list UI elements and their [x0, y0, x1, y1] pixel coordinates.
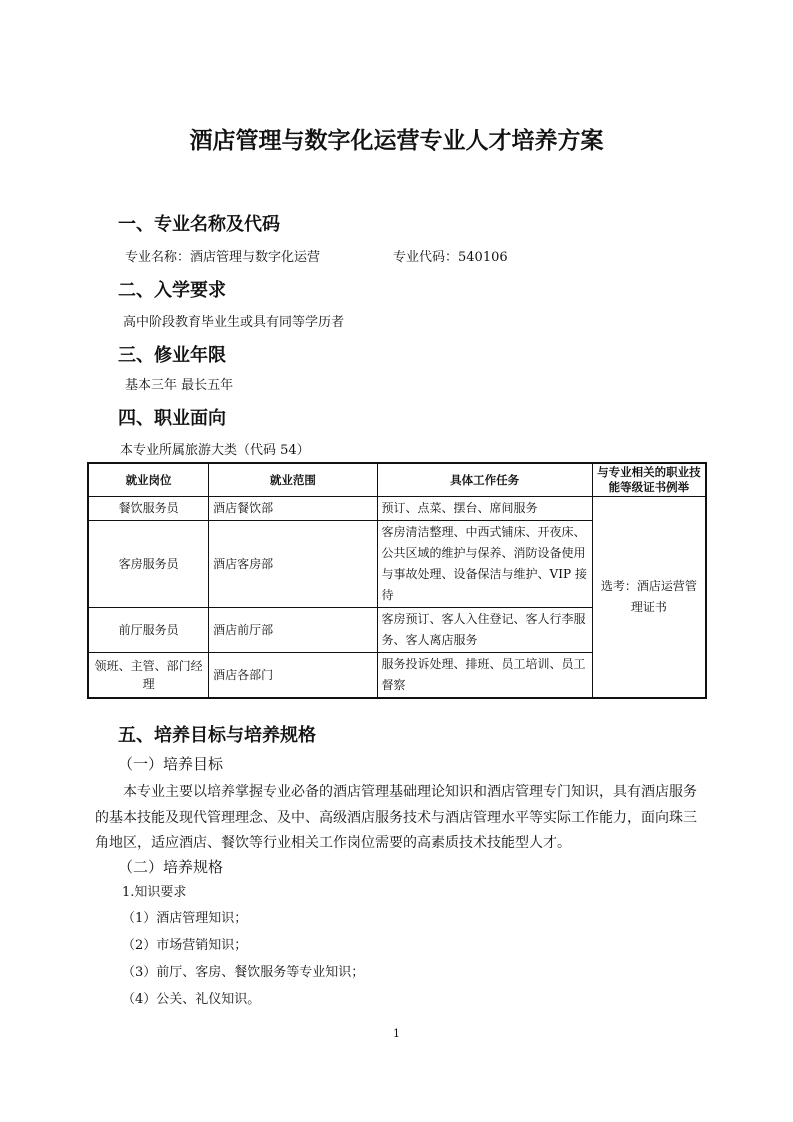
post-cell: 客房服务员 — [88, 521, 209, 608]
column-header: 就业岗位 — [88, 463, 209, 497]
scope-cell: 酒店餐饮部 — [209, 497, 377, 521]
tasks-cell: 客房预订、客人入住登记、客人行李服务、客人离店服务 — [377, 608, 592, 653]
column-header: 就业范围 — [209, 463, 377, 497]
table-row — [88, 497, 706, 521]
paragraph-line: 的基本技能及现代管理理念、及中、高级酒店服务技术与酒店管理水平等实际工作能力，面向珠三 — [95, 810, 697, 826]
page-number: 1 — [393, 1027, 400, 1040]
subsection-heading: （一）培养目标 — [118, 755, 224, 773]
career-table — [87, 462, 707, 699]
list-item: （2）市场营销知识； — [122, 938, 248, 953]
post-cell: 前厅服务员 — [88, 608, 209, 653]
major-code: 专业代码：540106 — [393, 250, 508, 265]
column-header: 具体工作任务 — [377, 463, 592, 497]
section-heading: 四、职业面向 — [118, 408, 226, 429]
post-cell: 领班、主管、部门经理 — [88, 653, 209, 699]
column-header: 与专业相关的职业技能等级证书例举 — [592, 463, 706, 497]
scope-cell: 酒店客房部 — [209, 521, 377, 608]
table-header-row — [88, 463, 706, 497]
cert-cell: 选考：酒店运营管理证书 — [592, 497, 706, 699]
page-title: 酒店管理与数字化运营专业人才培养方案 — [189, 128, 604, 154]
section-heading: 五、培养目标与培养规格 — [118, 725, 316, 746]
section-text: 高中阶段教育毕业生或具有同等学历者 — [123, 315, 345, 330]
post-cell: 餐饮服务员 — [88, 497, 209, 521]
section-text: 本专业所属旅游大类（代码 54） — [120, 443, 310, 458]
section-text: 基本三年 最长五年 — [125, 378, 234, 393]
tasks-cell: 服务投诉处理、排班、员工培训、员工督察 — [377, 653, 592, 699]
subsection-heading: （二）培养规格 — [118, 858, 224, 876]
list-item: （3）前厅、客房、餐饮服务等专业知识； — [122, 965, 365, 980]
section-heading: 三、修业年限 — [118, 345, 226, 366]
tasks-cell: 预订、点菜、摆台、席间服务 — [377, 497, 592, 521]
section-heading: 一、专业名称及代码 — [118, 214, 280, 235]
major-name: 专业名称：酒店管理与数字化运营 — [125, 250, 321, 265]
list-item: （4）公关、礼仪知识。 — [122, 992, 261, 1007]
tasks-cell: 客房清洁整理、中西式铺床、开夜床、公共区域的维护与保养、消防设备使用与事故处理、设备保洁与维护、VIP 接待 — [377, 521, 592, 608]
paragraph-line: 角地区，适应酒店、餐饮等行业相关工作岗位需要的高素质技术技能型人才。 — [95, 835, 571, 851]
scope-cell: 酒店前厅部 — [209, 608, 377, 653]
list-item: （1）酒店管理知识； — [122, 911, 248, 926]
list-heading: 1.知识要求 — [122, 885, 187, 900]
section-heading: 二、入学要求 — [118, 280, 226, 301]
scope-cell: 酒店各部门 — [209, 653, 377, 699]
paragraph-line: 本专业主要以培养掌握专业必备的酒店管理基础理论知识和酒店管理专门知识，具有酒店服务 — [123, 784, 697, 800]
